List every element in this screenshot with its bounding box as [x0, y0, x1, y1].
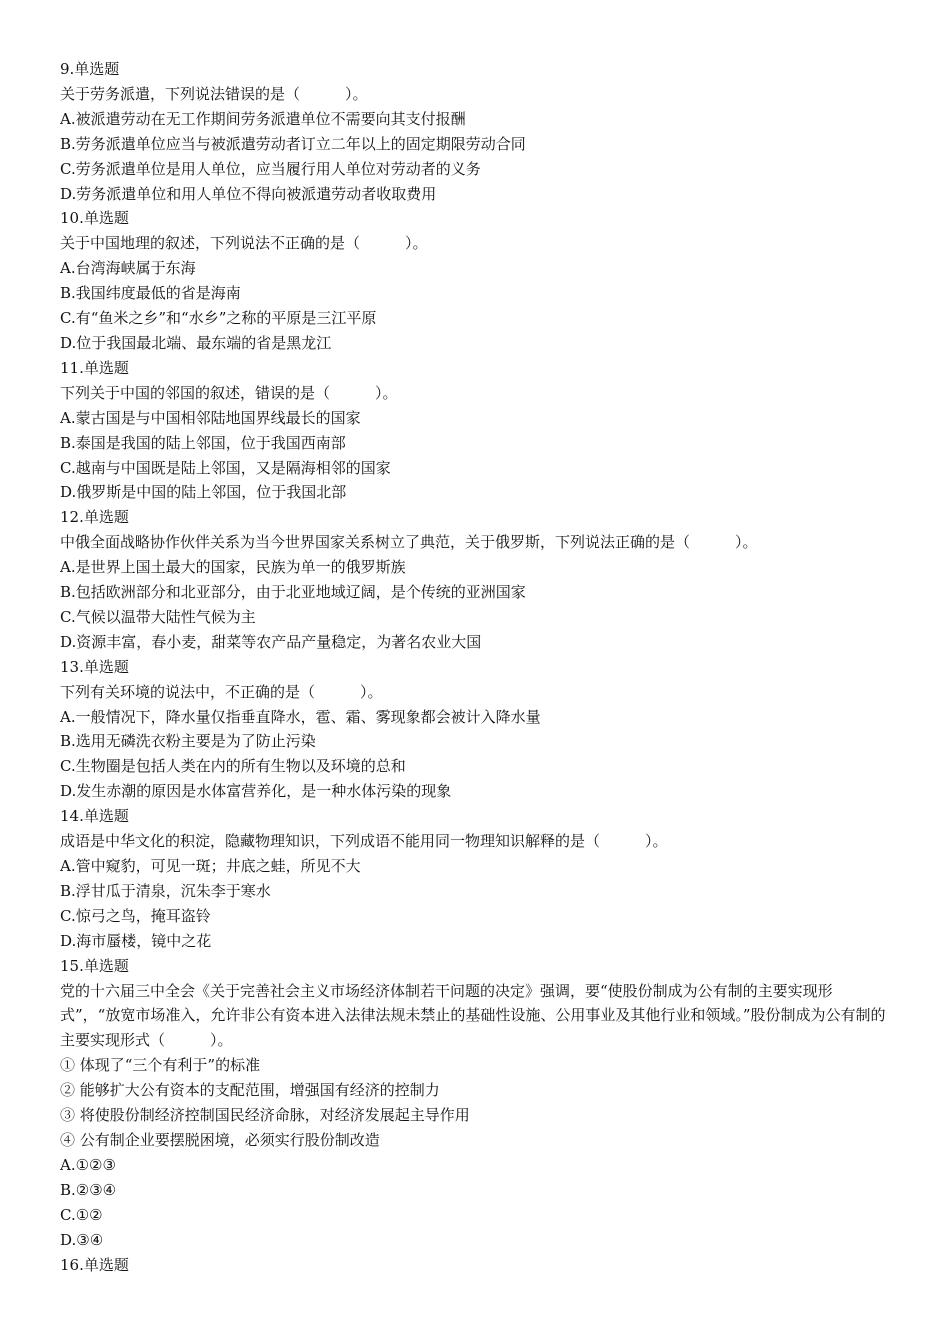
question-10-option-a: A.台湾海峡属于东海 [60, 259, 196, 278]
question-11-option-c: C.越南与中国既是陆上邻国，又是隔海相邻的国家 [60, 458, 391, 477]
question-15-item-4: ④ 公有制企业要摆脱困境，必须实行股份制改造 [60, 1130, 380, 1149]
question-11-header: 11.单选题 [60, 358, 129, 377]
question-15-header: 15.单选题 [60, 956, 129, 975]
question-10-option-d: D.位于我国最北端、最东端的省是黑龙江 [60, 333, 332, 352]
question-16-header: 16.单选题 [60, 1255, 129, 1274]
question-12-option-a: A.是世界上国土最大的国家，民族为单一的俄罗斯族 [60, 558, 406, 577]
question-11-option-a: A.蒙古国是与中国相邻陆地国界线最长的国家 [60, 408, 361, 427]
question-12-option-c: C.气候以温带大陆性气候为主 [60, 607, 256, 626]
question-12-option-b: B.包括欧洲部分和北亚部分，由于北亚地域辽阔，是个传统的亚洲国家 [60, 583, 526, 602]
question-12-header: 12.单选题 [60, 508, 129, 527]
question-9-option-a: A.被派遣劳动在无工作期间劳务派遣单位不需要向其支付报酬 [60, 109, 466, 128]
question-9-option-d: D.劳务派遣单位和用人单位不得向被派遣劳动者收取费用 [60, 184, 437, 203]
question-14-option-a: A.管中窥豹，可见一斑；井底之蛙，所见不大 [60, 857, 361, 875]
question-14-header: 14.单选题 [60, 807, 129, 826]
question-14-option-b: B.浮甘瓜于清泉，沉朱李于寒水 [60, 881, 271, 900]
question-15-stem: 党的十六届三中全会《关于完善社会主义市场经济体制若干问题的决定》强调，要“使股份制成为公有制的主要实现形式”，“放宽市场准入，允许非公有资本进入法律法规未禁止的基础性设施、公用事业及其他行业和领域。”股份制成为公有制的主要实现形式（ ）。 [60, 981, 886, 1050]
question-13-option-a: A.一般情况下，降水量仅指垂直降水，雹、霜、雾现象都会被计入降水量 [60, 707, 541, 726]
question-11-option-b: B.泰国是我国的陆上邻国，位于我国西南部 [60, 433, 346, 452]
question-15-option-a: A.①②③ [60, 1155, 116, 1174]
question-14-option-c: C.惊弓之鸟，掩耳盗铃 [60, 906, 211, 925]
question-13-option-b: B.选用无磷洗衣粉主要是为了防止污染 [60, 732, 316, 751]
question-14-option-d: D.海市蜃楼，镜中之花 [60, 931, 212, 950]
question-9-header: 9.单选题 [60, 60, 120, 78]
question-15-item-3: ③ 将使股份制经济控制国民经济命脉，对经济发展起主导作用 [60, 1106, 470, 1125]
question-15-item-1: ① 体现了“三个有利于”的标准 [60, 1056, 261, 1075]
question-13-stem: 下列有关环境的说法中，不正确的是（ ）。 [60, 682, 383, 701]
question-15-option-c: C.①② [60, 1205, 103, 1224]
question-11-option-d: D.俄罗斯是中国的陆上邻国，位于我国北部 [60, 483, 347, 502]
question-11-stem: 下列关于中国的邻国的叙述，错误的是（ ）。 [60, 383, 398, 402]
question-13-option-c: C.生物圈是包括人类在内的所有生物以及环境的总和 [60, 757, 406, 776]
question-15-item-2: ② 能够扩大公有资本的支配范围，增强国有经济的控制力 [60, 1081, 440, 1100]
question-9-option-b: B.劳务派遣单位应当与被派遣劳动者订立二年以上的固定期限劳动合同 [60, 134, 526, 153]
question-12-option-d: D.资源丰富，春小麦，甜菜等农产品产量稳定，为著名农业大国 [60, 632, 482, 651]
question-12-stem: 中俄全面战略协作伙伴关系为当今世界国家关系树立了典范，关于俄罗斯，下列说法正确的是（ ）。 [60, 533, 758, 552]
document-body [60, 57, 890, 1277]
question-9-option-c: C.劳务派遣单位是用人单位，应当履行用人单位对劳动者的义务 [60, 159, 481, 178]
question-9-stem: 关于劳务派遣，下列说法错误的是（ ）。 [60, 84, 368, 103]
question-14-stem: 成语是中华文化的积淀，隐藏物理知识，下列成语不能用同一物理知识解释的是（ ）。 [60, 832, 668, 851]
question-10-option-b: B.我国纬度最低的省是海南 [60, 284, 241, 303]
question-13-option-d: D.发生赤潮的原因是水体富营养化，是一种水体污染的现象 [60, 782, 452, 801]
question-10-stem: 关于中国地理的叙述，下列说法不正确的是（ ）。 [60, 234, 428, 253]
question-15-option-d: D.③④ [60, 1230, 104, 1249]
question-10-header: 10.单选题 [60, 209, 129, 228]
question-13-header: 13.单选题 [60, 657, 129, 676]
question-10-option-c: C.有“鱼米之乡”和“水乡”之称的平原是三江平原 [60, 309, 377, 328]
question-15-option-b: B.②③④ [60, 1180, 117, 1199]
